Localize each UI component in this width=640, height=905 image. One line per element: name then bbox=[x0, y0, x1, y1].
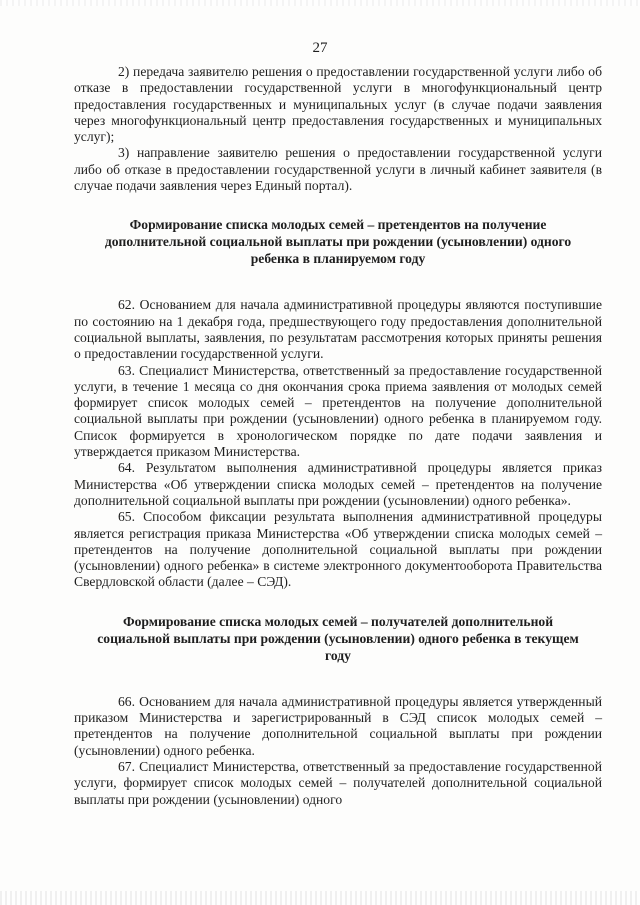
paragraph-63: 63. Специалист Министерства, ответственный за предоставление государственной услуги, в течение 1 месяца со дня окончания срока приема заявления от молодых семей формирует список молодых семей – претендентов на получение дополнительной социальной выплаты при рождении (усыновлении) одного ребенка в планируемом году. Список формируется в хронологическом порядке по дате подачи заявления и утверждается приказом Министерства. bbox=[74, 362, 602, 460]
paragraph-66: 66. Основанием для начала административной процедуры является утвержденный приказом Министерства и зарегистрированный в СЭД список молодых семей – претендентов на получение дополнительной социальной выплаты при рождении (усыновлении) одного ребенка. bbox=[74, 693, 602, 758]
document-body bbox=[74, 64, 602, 808]
paragraph-65: 65. Способом фиксации результата выполнения административной процедуры является регистрация приказа Министерства «Об утверждении списка молодых семей – претендентов на получение дополнительной социальной выплаты при рождении (усыновлении) одного ребенка» в системе электронного документооборота Правительства Свердловской области (далее – СЭД). bbox=[74, 509, 602, 590]
paragraph-item-3: 3) направление заявителю решения о предоставлении государственной услуги либо об отказе в предоставлении государственной услуги в личный кабинет заявителя (в случае подачи заявления через Единый портал). bbox=[74, 145, 602, 194]
paragraph-item-2: 2) передача заявителю решения о предоставлении государственной услуги либо об отказе в предоставлении государственной услуги в многофункциональный центр предоставления государственных и муниципальных услуг (в случае подачи заявления через многофункциональный центр предоставления государственных и муниципальных услуг); bbox=[74, 64, 602, 145]
scan-edge-bottom bbox=[0, 891, 640, 905]
section-heading-recipients: Формирование списка молодых семей – получателей дополнительной социальной выплаты при рождении (усыновлении) одного ребенка в текущем году bbox=[97, 613, 579, 663]
paragraph-62: 62. Основанием для начала административной процедуры являются поступившие по состоянию на 1 декабря года, предшествующего году предоставления дополнительной социальной выплаты, заявления, по результатам рассмотрения которых приняты решения о предоставлении государственной услуги. bbox=[74, 297, 602, 362]
paragraph-64: 64. Результатом выполнения административной процедуры является приказ Министерства «Об утверждении списка молодых семей – претендентов на получение дополнительной социальной выплаты при рождении (усыновлении) одного ребенка». bbox=[74, 460, 602, 508]
section-heading-pretenders: Формирование списка молодых семей – претендентов на получение дополнительной социальной выплаты при рождении (усыновлении) одного ребенка в планируемом году bbox=[104, 217, 572, 267]
paragraph-67: 67. Специалист Министерства, ответственный за предоставление государственной услуги, формирует список молодых семей – получателей дополнительной социальной выплаты при рождении (усыновлении) одного bbox=[74, 758, 602, 807]
page-number: 27 bbox=[312, 40, 328, 56]
scan-edge-top bbox=[0, 0, 640, 6]
